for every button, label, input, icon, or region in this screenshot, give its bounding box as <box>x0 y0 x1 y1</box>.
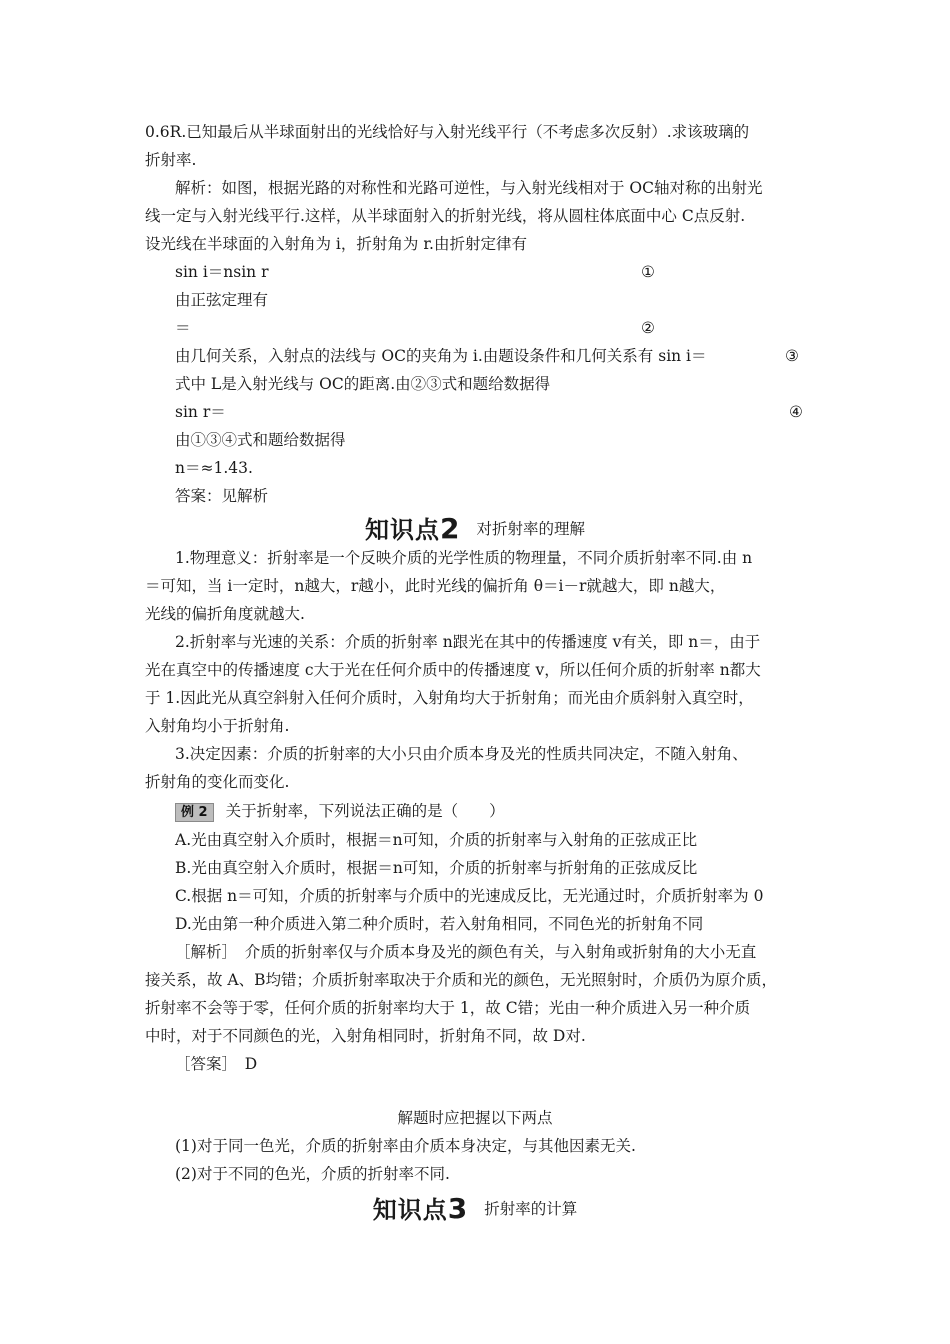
option-c: C.根据 n＝可知，介质的折射率与介质中的光速成反比，无光通过时，介质折射率为 0 <box>175 887 764 905</box>
answer-line: 答案：见解析 <box>175 487 269 505</box>
paragraph-line: 解析：如图，根据光路的对称性和光路可逆性，与入射光线相对于 OC轴对称的出射光 <box>175 179 763 197</box>
paragraph-line: ＝可知，当 i一定时，n越大，r越小，此时光线的偏折角 θ＝i－r就越大，即 n越大， <box>145 577 726 595</box>
paragraph-line: 由正弦定理有 <box>175 291 269 309</box>
analysis-line: 接关系，故 A、B均错；介质折射率取决于介质和光的颜色，无光照射时，介质仍为原介质， <box>145 971 778 989</box>
equation-4: sin r＝ <box>175 403 226 421</box>
example-badge: 例 2 <box>175 803 214 822</box>
option-a: A.光由真空射入介质时，根据＝n可知，介质的折射率与入射角的正弦成正比 <box>175 831 698 849</box>
equation-1: sin i＝nsin r <box>175 263 269 281</box>
option-b: B.光由真空射入介质时，根据＝n可知，介质的折射率与折射角的正弦成反比 <box>175 859 698 877</box>
heading-subtitle: 折射率的计算 <box>484 1199 578 1218</box>
tips-title: 解题时应把握以下两点 <box>397 1109 553 1127</box>
paragraph-line: 3.决定因素：介质的折射率的大小只由介质本身及光的性质共同决定，不随入射角、 <box>175 745 748 763</box>
answer-line: ［答案］ D <box>175 1055 258 1073</box>
section-heading-3 <box>0 1190 950 1225</box>
analysis-line: 中时，对于不同颜色的光，入射角相同时，折射角不同，故 D对. <box>145 1027 586 1045</box>
tip-item: (2)对于不同的色光，介质的折射率不同. <box>175 1165 450 1183</box>
heading-text: 知识点 <box>372 1196 448 1224</box>
heading-text: 知识点 <box>365 516 440 544</box>
heading-subtitle: 对折射率的理解 <box>476 519 585 538</box>
option-d: D.光由第一种介质进入第二种介质时，若入射角相同，不同色光的折射角不同 <box>175 915 704 933</box>
paragraph-line: 2.折射率与光速的关系：介质的折射率 n跟光在其中的传播速度 v有关，即 n＝，由于 <box>175 633 761 651</box>
equation-number: ① <box>641 263 655 281</box>
paragraph-line: 折射角的变化而变化. <box>145 773 290 791</box>
paragraph-line: 式中 L是入射光线与 OC的距离.由②③式和题给数据得 <box>175 375 551 393</box>
heading-number: 2 <box>440 512 461 545</box>
example-question <box>175 801 810 822</box>
question-text: 关于折射率，下列说法正确的是（ ） <box>225 802 505 820</box>
equation-number: ③ <box>785 347 799 365</box>
paragraph-line: 0.6R.已知最后从半球面射出的光线恰好与入射光线平行（不考虑多次反射）.求该玻璃的 <box>145 123 750 141</box>
heading-number: 3 <box>447 1192 469 1225</box>
paragraph-line: 折射率. <box>145 151 197 169</box>
heading-title <box>365 512 461 545</box>
paragraph-line: 光在真空中的传播速度 c大于光在任何介质中的传播速度 v，所以任何介质的折射率 n都大 <box>145 661 761 679</box>
paragraph-line: 入射角均小于折射角. <box>145 717 290 735</box>
paragraph-line: 光线的偏折角度就越大. <box>145 605 305 623</box>
paragraph-line: 1.物理意义：折射率是一个反映介质的光学性质的物理量，不同介质折射率不同.由 n <box>175 549 753 567</box>
equation-number: ② <box>641 319 655 337</box>
equation-number: ④ <box>789 403 803 421</box>
equation-5: n＝≈1.43. <box>175 459 253 477</box>
paragraph-line: 由①③④式和题给数据得 <box>175 431 346 449</box>
heading-title <box>372 1192 469 1225</box>
equation-2: ＝ <box>175 319 191 337</box>
tip-item: (1)对于同一色光，介质的折射率由介质本身决定，与其他因素无关. <box>175 1137 636 1155</box>
analysis-line: ［解析］ 介质的折射率仅与介质本身及光的颜色有关，与入射角或折射角的大小无直 <box>175 943 757 961</box>
paragraph-line: 由几何关系，入射点的法线与 OC的夹角为 i.由题设条件和几何关系有 sin i＝ <box>175 347 707 365</box>
paragraph-line: 设光线在半球面的入射角为 i，折射角为 r.由折射定律有 <box>145 235 527 253</box>
paragraph-line: 线一定与入射光线平行.这样，从半球面射入的折射光线，将从圆柱体底面中心 C点反射. <box>145 207 746 225</box>
section-heading-2 <box>0 510 950 545</box>
paragraph-line: 于 1.因此光从真空斜射入任何介质时，入射角均大于折射角；而光由介质斜射入真空时， <box>145 689 754 707</box>
analysis-line: 折射率不会等于零，任何介质的折射率均大于 1，故 C错；光由一种介质进入另一种介质 <box>145 999 751 1017</box>
